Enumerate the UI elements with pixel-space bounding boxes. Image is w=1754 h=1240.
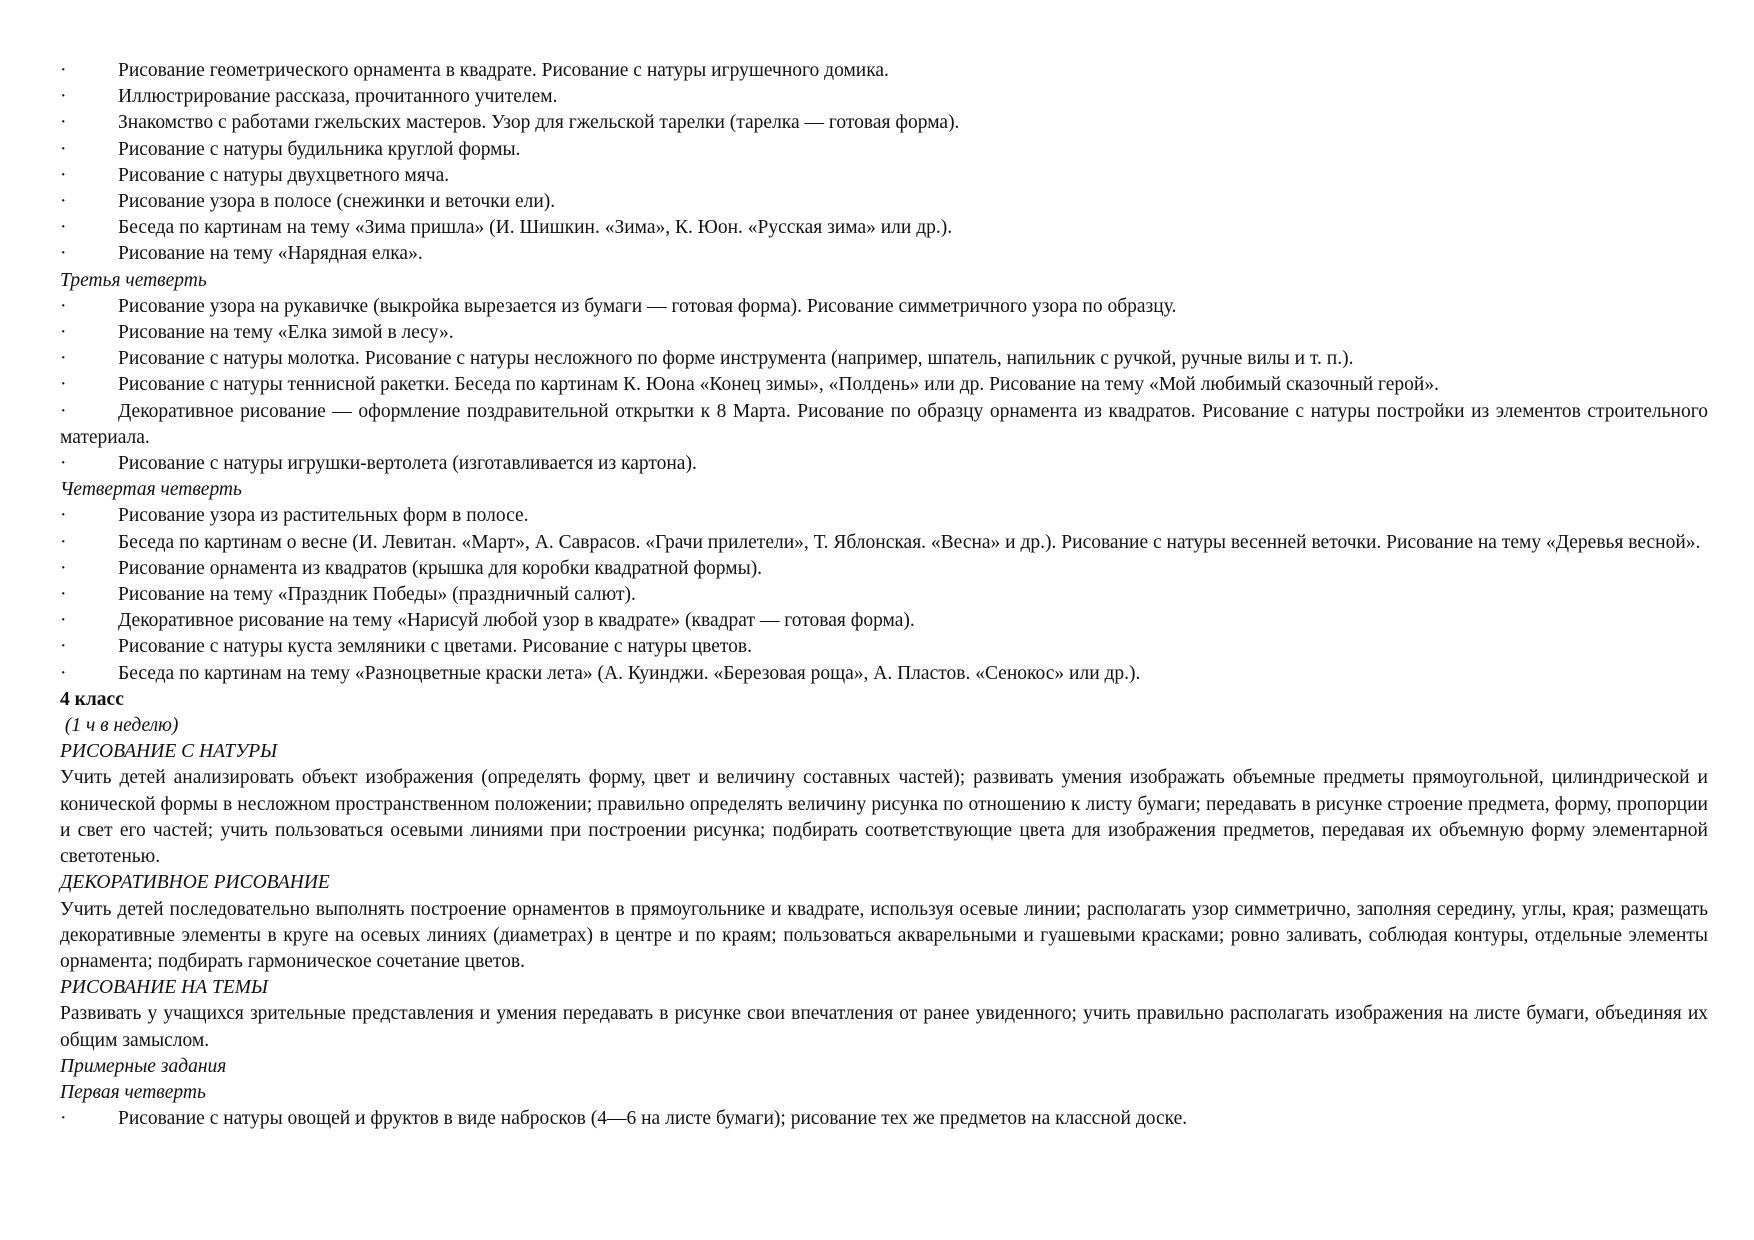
- list-item: · Знакомство с работами гжельских мастеров. Узор для гжельской тарелки (тарелка — готовая форма).: [60, 110, 1708, 136]
- bullet-dot: ·: [60, 243, 67, 265]
- list-item: · Рисование на тему «Праздник Победы» (праздничный салют).: [60, 582, 1708, 608]
- bullet-dot: ·: [60, 60, 67, 81]
- list-item: · Беседа по картинам на тему «Разноцветные краски лета» (А. Куинджи. «Березовая роща», А. Пластов. «Сенокос» или др.).: [60, 661, 1708, 687]
- list-item: · Рисование с натуры игрушки-вертолета (изготавливается из картона).: [60, 451, 1708, 477]
- list-item: · Рисование орнамента из квадратов (крышка для коробки квадратной формы).: [60, 556, 1708, 582]
- bullet-list-third-quarter: [60, 294, 1708, 477]
- bullet-dot: ·: [60, 1108, 67, 1130]
- list-item: · Рисование с натуры двухцветного мяча.: [60, 163, 1708, 189]
- bullet-dot: ·: [60, 400, 67, 422]
- grade-hours: (1 ч в неделю): [60, 715, 179, 737]
- list-item: · Беседа по картинам о весне (И. Левитан. «Март», А. Саврасов. «Грачи прилетели», Т. Яблонская. «Весна» и др.). Рисование с натуры весенней веточки. Рисование на тему «Деревья весной».: [60, 530, 1708, 556]
- list-item: · Декоративное рисование на тему «Нарисуй любой узор в квадрате» (квадрат — готовая форма).: [60, 608, 1708, 634]
- section-title-drawing-from-nature: РИСОВАНИЕ С НАТУРЫ: [60, 741, 278, 763]
- bullet-dot: ·: [60, 584, 67, 606]
- bullet-dot: ·: [60, 453, 67, 475]
- bullet-dot: ·: [60, 610, 67, 632]
- list-item: · Рисование с натуры куста земляники с цветами. Рисование с натуры цветов.: [60, 634, 1708, 660]
- list-item: · Рисование узора из растительных форм в полосе.: [60, 503, 1708, 529]
- list-item: · Рисование геометрического орнамента в квадрате. Рисование с натуры игрушечного домика.: [60, 58, 1708, 84]
- section-text-drawing-from-nature: Учить детей анализировать объект изображения (определять форму, цвет и величину составных частей); развивать умения изображать объемные предметы прямоугольной, цилиндрической и конической формы в несложном пространственном положении; правильно определять величину рисунка по отношению к листу бумаги; передавать в рисунке строение предмета, форму, пропорции и свет его частей; учить пользоваться осевыми линиями при построении рисунка; подбирать соответствующие цвета для изображения предметов, передавая их объемную форму элементарной светотенью.: [60, 767, 1708, 868]
- section-title-first-quarter: Первая четверть: [60, 1081, 206, 1103]
- list-item: · Рисование на тему «Елка зимой в лесу».: [60, 320, 1708, 346]
- list-item: · Рисование с натуры овощей и фруктов в виде набросков (4—6 на листе бумаги); рисование тех же предметов на классной доске.: [60, 1106, 1708, 1132]
- bullet-list-second-quarter: [60, 58, 1708, 268]
- section-text-decorative-drawing: Учить детей последовательно выполнять построение орнаментов в прямоугольнике и квадрате, используя осевые линии; располагать узор симметрично, заполняя середину, углы, края; размещать декоративные элементы в круге на осевых линиях (диаметрах) в центре и по краям; пользоваться акварельными и гуашевыми красками; ровно заливать, соблюдая контуры, отдельные элементы орнамента; подбирать гармоническое сочетание цветов.: [60, 898, 1708, 972]
- list-item: · Иллюстрирование рассказа, прочитанного учителем.: [60, 84, 1708, 110]
- sample-tasks-title: Примерные задания: [60, 1055, 227, 1077]
- bullet-dot: ·: [60, 505, 67, 527]
- list-item: · Беседа по картинам на тему «Зима пришла» (И. Шишкин. «Зима», К. Юон. «Русская зима» или др.).: [60, 215, 1708, 241]
- bullet-dot: ·: [60, 217, 67, 239]
- bullet-dot: ·: [60, 348, 67, 370]
- list-item: · Декоративное рисование — оформление поздравительной открытки к 8 Марта. Рисование по образцу орнамента из квадратов. Рисование с натуры постройки из элементов строительного материала.: [60, 400, 1708, 448]
- bullet-dot: ·: [60, 295, 67, 317]
- bullet-dot: ·: [60, 374, 67, 396]
- section-title-fourth-quarter: Четвертая четверть: [60, 479, 242, 501]
- document-page: [60, 58, 1708, 1132]
- bullet-dot: ·: [60, 662, 67, 684]
- list-item: · Рисование на тему «Нарядная елка».: [60, 241, 1708, 267]
- section-title-decorative-drawing: ДЕКОРАТИВНОЕ РИСОВАНИЕ: [60, 872, 330, 894]
- bullet-dot: ·: [60, 112, 67, 134]
- list-item: · Рисование узора в полосе (снежинки и веточки ели).: [60, 189, 1708, 215]
- list-item: · Рисование узора на рукавичке (выкройка вырезается из бумаги — готовая форма). Рисование симметричного узора по образцу.: [60, 294, 1708, 320]
- bullet-list-fourth-quarter: [60, 503, 1708, 686]
- bullet-dot: ·: [60, 138, 67, 160]
- bullet-dot: ·: [60, 322, 67, 344]
- list-item: · Рисование с натуры теннисной ракетки. Беседа по картинам К. Юона «Конец зимы», «Полдень» или др. Рисование на тему «Мой любимый сказочный герой».: [60, 372, 1708, 398]
- bullet-list-first-quarter: [60, 1106, 1708, 1132]
- bullet-dot: ·: [60, 164, 67, 186]
- bullet-dot: ·: [60, 531, 67, 553]
- section-title-third-quarter: Третья четверть: [60, 269, 207, 291]
- section-title-thematic-drawing: РИСОВАНИЕ НА ТЕМЫ: [60, 977, 268, 999]
- section-text-thematic-drawing: Развивать у учащихся зрительные представления и умения передавать в рисунке свои впечатления от ранее увиденного; учить правильно располагать изображения на листе бумаги, объединяя их общим замыслом.: [60, 1003, 1708, 1051]
- bullet-dot: ·: [60, 636, 67, 658]
- list-item: · Рисование с натуры молотка. Рисование с натуры несложного по форме инструмента (например, шпатель, напильник с ручкой, ручные вилы и т. п.).: [60, 346, 1708, 372]
- bullet-dot: ·: [60, 557, 67, 579]
- bullet-dot: ·: [60, 191, 67, 213]
- grade-title: 4 класс: [60, 688, 124, 710]
- list-item: · Рисование с натуры будильника круглой формы.: [60, 137, 1708, 163]
- bullet-dot: ·: [60, 86, 67, 108]
